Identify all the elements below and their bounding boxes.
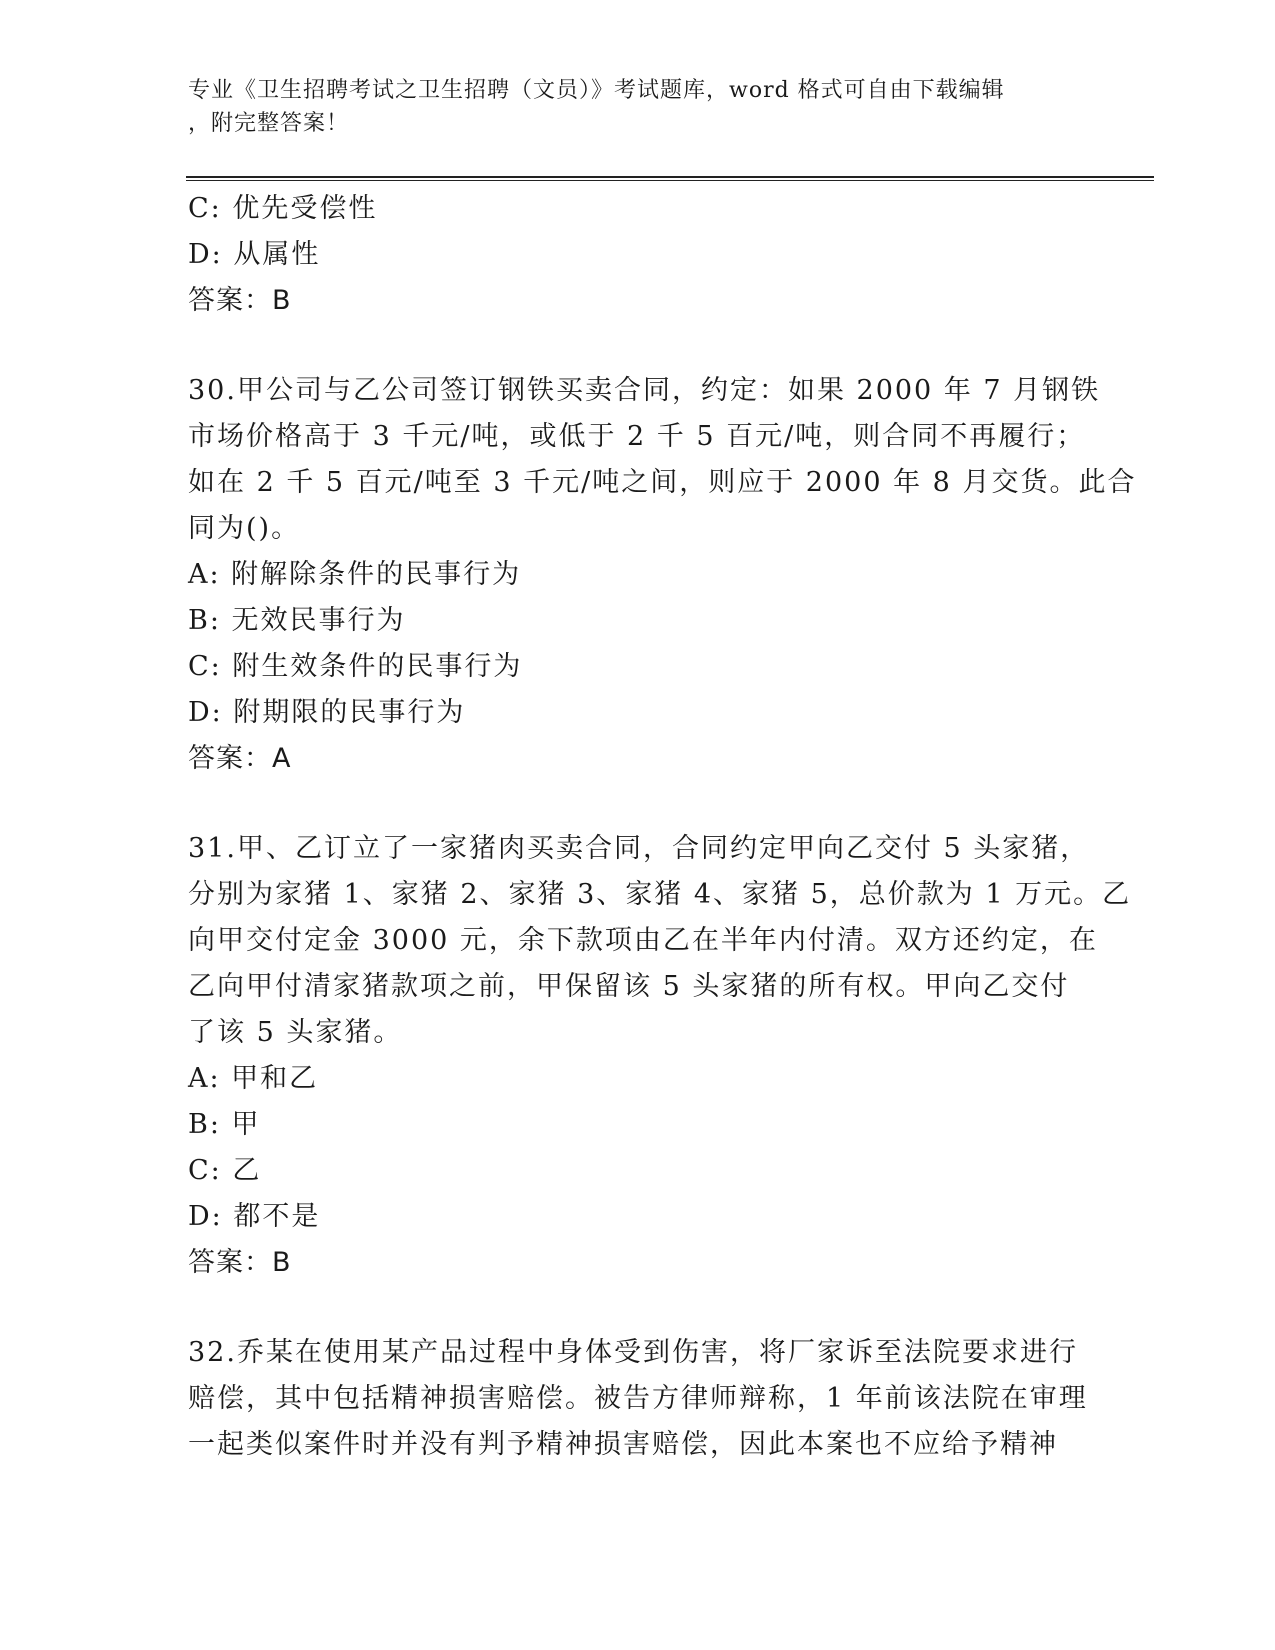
question-text-line: 31.甲、乙订立了一家猪肉买卖合同，合同约定甲向乙交付 5 头家猪， — [188, 833, 1090, 864]
option-b: B: 甲 — [188, 1109, 261, 1140]
option-b: B: 无效民事行为 — [188, 605, 406, 636]
question-30 — [188, 368, 1137, 782]
question-text-line: 向甲交付定金 3000 元，余下款项由乙在半年内付清。双方还约定，在 — [188, 925, 1098, 956]
question-text-line: 如在 2 千 5 百元/吨至 3 千元/吨之间，则应于 2000 年 8 月交货。此合 — [188, 467, 1137, 498]
option-d: D: 从属性 — [188, 239, 321, 270]
header-divider — [186, 176, 1154, 181]
question-text-line: 30.甲公司与乙公司签订钢铁买卖合同，约定：如果 2000 年 7 月钢铁 — [188, 375, 1101, 406]
question-text-line: 市场价格高于 3 千元/吨，或低于 2 千 5 百元/吨，则合同不再履行； — [188, 421, 1086, 452]
answer-line: 答案：B — [188, 1247, 292, 1278]
question-text-line: 乙向甲付清家猪款项之前，甲保留该 5 头家猪的所有权。甲向乙交付 — [188, 971, 1070, 1002]
spacer — [188, 782, 1088, 826]
question-text-line: 32.乔某在使用某产品过程中身体受到伤害，将厂家诉至法院要求进行 — [188, 1337, 1078, 1368]
answer-line: 答案：B — [188, 285, 292, 316]
option-c: C: 乙 — [188, 1155, 262, 1186]
question-content — [188, 186, 1137, 1468]
prev-question — [188, 186, 1088, 324]
question-text-line: 了该 5 头家猪。 — [188, 1017, 403, 1048]
header-line-2: ，附完整答案！ — [188, 111, 350, 136]
option-d: D: 附期限的民事行为 — [188, 697, 466, 728]
question-text-line: 分别为家猪 1、家猪 2、家猪 3、家猪 4、家猪 5，总价款为 1 万元。乙 — [188, 879, 1132, 910]
spacer — [188, 324, 1088, 368]
question-32 — [188, 1330, 1088, 1468]
option-a: A: 附解除条件的民事行为 — [188, 559, 522, 590]
header-line-1: 专业《卫生招聘考试之卫生招聘（文员）》考试题库，word 格式可自由下载编辑 — [188, 78, 1005, 103]
option-c: C: 优先受偿性 — [188, 193, 378, 224]
question-text-line: 同为()。 — [188, 513, 301, 544]
question-text-line: 一起类似案件时并没有判予精神损害赔偿，因此本案也不应给予精神 — [188, 1429, 1058, 1460]
answer-line: 答案：A — [188, 743, 292, 774]
option-c: C: 附生效条件的民事行为 — [188, 651, 523, 682]
question-text-line: 赔偿，其中包括精神损害赔偿。被告方律师辩称，1 年前该法院在审理 — [188, 1383, 1088, 1414]
page-header — [188, 74, 1068, 140]
spacer — [188, 1286, 1088, 1330]
option-d: D: 都不是 — [188, 1201, 321, 1232]
option-a: A: 甲和乙 — [188, 1063, 319, 1094]
question-31 — [188, 826, 1132, 1286]
